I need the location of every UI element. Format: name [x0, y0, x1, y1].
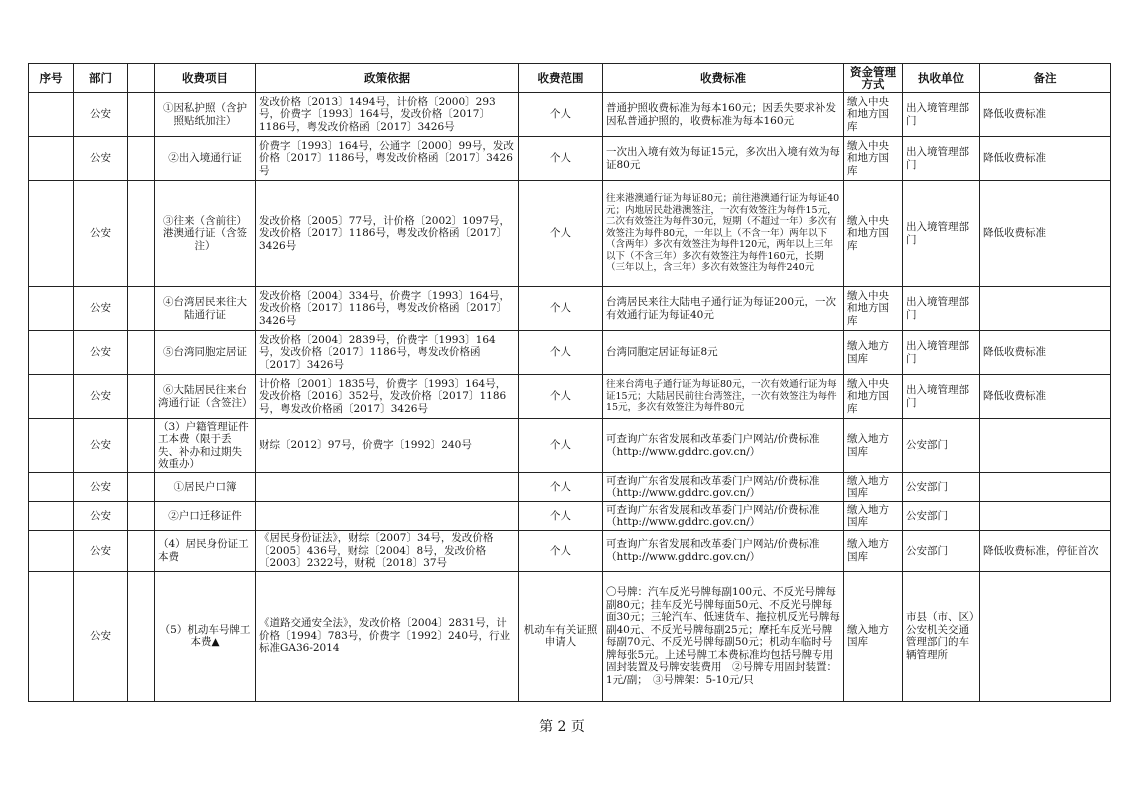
cell-scope: 个人 — [519, 181, 603, 287]
cell-policy: 《居民身份证法》，财综〔2007〕34号，发改价格〔2005〕436号，财综〔2004〕8号，发改价格〔2003〕2322号，财税〔2018〕37号 — [256, 531, 519, 572]
header-row — [29, 64, 1111, 93]
cell-seq — [29, 331, 74, 375]
cell-item: ①因私护照（含护照贴纸加注） — [155, 93, 256, 137]
table-row — [29, 181, 1111, 287]
table-row — [29, 502, 1111, 531]
cell-item: ②户口迁移证件 — [155, 502, 256, 531]
cell-unit: 出入境管理部门 — [903, 93, 980, 137]
cell-seq — [29, 93, 74, 137]
table-row — [29, 287, 1111, 331]
cell-note — [980, 502, 1111, 531]
table-row — [29, 571, 1111, 701]
cell-fund: 缴入地方国库 — [844, 502, 903, 531]
cell-blank — [128, 502, 155, 531]
cell-fund: 缴入地方国库 — [844, 419, 903, 473]
cell-dept: 公安 — [74, 93, 128, 137]
cell-note — [980, 287, 1111, 331]
header-blank — [128, 64, 155, 93]
cell-unit: 公安部门 — [903, 473, 980, 502]
cell-scope: 个人 — [519, 331, 603, 375]
cell-item: ⑥大陆居民往来台湾通行证（含签注） — [155, 375, 256, 419]
cell-seq — [29, 375, 74, 419]
header-note: 备注 — [980, 64, 1111, 93]
cell-seq — [29, 287, 74, 331]
table-row — [29, 531, 1111, 572]
cell-dept: 公安 — [74, 287, 128, 331]
cell-standard: 往来台湾电子通行证为每证80元，一次有效通行证为每证15元；大陆居民前往台湾签注，一次有效签注为每件15元，多次有效签注为每件80元 — [603, 375, 844, 419]
cell-fund: 缴入中央和地方国库 — [844, 181, 903, 287]
table-row — [29, 331, 1111, 375]
cell-blank — [128, 181, 155, 287]
cell-unit: 出入境管理部门 — [903, 287, 980, 331]
cell-scope: 个人 — [519, 419, 603, 473]
cell-item: ④台湾居民来往大陆通行证 — [155, 287, 256, 331]
cell-item: ②出入境通行证 — [155, 137, 256, 181]
cell-policy: 《道路交通安全法》，发改价格〔2004〕2831号，计价格〔1994〕783号，价费字〔1992〕240号，行业标准GA36-2014 — [256, 571, 519, 701]
cell-dept: 公安 — [74, 137, 128, 181]
cell-policy: 计价格〔2001〕1835号，价费字〔1993〕164号，发改价格〔2016〕352号，发改价格〔2017〕1186号，粤发改价格函〔2017〕3426号 — [256, 375, 519, 419]
header-unit: 执收单位 — [903, 64, 980, 93]
cell-item: （3）户籍管理证件工本费（限于丢失、补办和过期失效重办） — [155, 419, 256, 473]
cell-fund: 缴入中央和地方国库 — [844, 287, 903, 331]
cell-seq — [29, 137, 74, 181]
cell-standard: 普通护照收费标准为每本160元；因丢失要求补发因私普通护照的，收费标准为每本160元 — [603, 93, 844, 137]
cell-item: ③往来（含前往）港澳通行证（含签注） — [155, 181, 256, 287]
cell-dept: 公安 — [74, 531, 128, 572]
header-dept: 部门 — [74, 64, 128, 93]
cell-fund: 缴入地方国库 — [844, 571, 903, 701]
header-item: 收费项目 — [155, 64, 256, 93]
header-seq: 序号 — [29, 64, 74, 93]
cell-unit: 出入境管理部门 — [903, 375, 980, 419]
cell-scope: 个人 — [519, 473, 603, 502]
cell-fund: 缴入地方国库 — [844, 531, 903, 572]
cell-policy: 财综〔2012〕97号，价费字〔1992〕240号 — [256, 419, 519, 473]
cell-fund: 缴入地方国库 — [844, 331, 903, 375]
cell-dept: 公安 — [74, 473, 128, 502]
cell-unit: 出入境管理部门 — [903, 181, 980, 287]
cell-unit: 公安部门 — [903, 531, 980, 572]
cell-blank — [128, 375, 155, 419]
cell-blank — [128, 93, 155, 137]
cell-standard: 往来港澳通行证为每证80元；前往港澳通行证为每证40元；内地居民赴港澳签注，一次有效签注为每件15元，二次有效签注为每件30元，短期（不超过一年）多次有效签注为每件80元，一年以上（不含一年）两年以下（含两年）多次有效签注为每件120元，两年以上三年以下（不含三年）多次有效签注为每件160元，长期（三年以上，含三年）多次有效签注为每件240元 — [603, 181, 844, 287]
cell-seq — [29, 531, 74, 572]
cell-policy: 价费字〔1993〕164号，公通字〔2000〕99号，发改价格〔2017〕1186号，粤发改价格函〔2017〕3426号 — [256, 137, 519, 181]
cell-blank — [128, 287, 155, 331]
cell-dept: 公安 — [74, 375, 128, 419]
cell-item: ①居民户口簿 — [155, 473, 256, 502]
header-policy: 政策依据 — [256, 64, 519, 93]
cell-seq — [29, 473, 74, 502]
cell-item: （5）机动车号牌工本费▲ — [155, 571, 256, 701]
cell-note — [980, 571, 1111, 701]
table-row — [29, 419, 1111, 473]
cell-scope: 个人 — [519, 137, 603, 181]
header-standard: 收费标准 — [603, 64, 844, 93]
cell-scope: 机动车有关证照申请人 — [519, 571, 603, 701]
cell-fund: 缴入中央和地方国库 — [844, 137, 903, 181]
cell-dept: 公安 — [74, 419, 128, 473]
cell-blank — [128, 531, 155, 572]
cell-standard: 一次出入境有效为每证15元，多次出入境有效为每证80元 — [603, 137, 844, 181]
cell-unit: 公安部门 — [903, 419, 980, 473]
cell-note: 降低收费标准 — [980, 181, 1111, 287]
cell-scope: 个人 — [519, 502, 603, 531]
cell-fund: 缴入中央和地方国库 — [844, 375, 903, 419]
cell-standard: 可查询广东省发展和改革委门户网站/价费标准（http://www.gddrc.gov.cn/） — [603, 419, 844, 473]
cell-unit: 市县（市、区）公安机关交通管理部门的车辆管理所 — [903, 571, 980, 701]
cell-item: （4）居民身份证工本费 — [155, 531, 256, 572]
cell-scope: 个人 — [519, 93, 603, 137]
cell-seq — [29, 502, 74, 531]
table-row — [29, 473, 1111, 502]
cell-policy: 发改价格〔2004〕2839号，价费字〔1993〕164号，发改价格〔2017〕1186号，粤发改价格函〔2017〕3426号 — [256, 331, 519, 375]
cell-scope: 个人 — [519, 531, 603, 572]
cell-standard: 可查询广东省发展和改革委门户网站/价费标准（http://www.gddrc.gov.cn/） — [603, 502, 844, 531]
cell-fund: 缴入中央和地方国库 — [844, 93, 903, 137]
cell-standard: 可查询广东省发展和改革委门户网站/价费标准（http://www.gddrc.gov.cn/） — [603, 473, 844, 502]
cell-blank — [128, 331, 155, 375]
cell-dept: 公安 — [74, 502, 128, 531]
cell-unit: 出入境管理部门 — [903, 331, 980, 375]
cell-note: 降低收费标准 — [980, 137, 1111, 181]
header-scope: 收费范围 — [519, 64, 603, 93]
cell-scope: 个人 — [519, 375, 603, 419]
table-row — [29, 375, 1111, 419]
cell-policy: 发改价格〔2005〕77号，计价格〔2002〕1097号，发改价格〔2017〕1186号，粤发改价格函〔2017〕3426号 — [256, 181, 519, 287]
cell-seq — [29, 419, 74, 473]
cell-note: 降低收费标准，停征首次 — [980, 531, 1111, 572]
cell-policy — [256, 473, 519, 502]
cell-dept: 公安 — [74, 181, 128, 287]
cell-unit: 出入境管理部门 — [903, 137, 980, 181]
cell-blank — [128, 571, 155, 701]
cell-standard: 台湾同胞定居证每证8元 — [603, 331, 844, 375]
cell-dept: 公安 — [74, 331, 128, 375]
cell-standard: 〇号牌：汽车反光号牌每副100元、不反光号牌每副80元；挂车反光号牌每面50元、不反光号牌每面30元；三轮汽车、低速货车、拖拉机反光号牌每副40元、不反光号牌每副25元；摩托车反光号牌每副70元、不反光号牌每副50元；机动车临时号牌每张5元。上述号牌工本费标准均包括号牌专用固封装置及号牌安装费用 ②号牌专用固封装置：1元/副； ③号牌架：5-10元/只 — [603, 571, 844, 701]
cell-blank — [128, 419, 155, 473]
cell-unit: 公安部门 — [903, 502, 980, 531]
cell-seq — [29, 571, 74, 701]
table-row — [29, 137, 1111, 181]
cell-note: 降低收费标准 — [980, 93, 1111, 137]
header-fund: 资金管理方式 — [844, 64, 903, 93]
page-number: 第 2 页 — [539, 719, 585, 735]
cell-note: 降低收费标准 — [980, 375, 1111, 419]
cell-fund: 缴入地方国库 — [844, 473, 903, 502]
table-row — [29, 93, 1111, 137]
cell-blank — [128, 137, 155, 181]
cell-blank — [128, 473, 155, 502]
fee-table — [28, 63, 1111, 702]
cell-standard: 台湾居民来往大陆电子通行证为每证200元，一次有效通行证为每证40元 — [603, 287, 844, 331]
cell-policy — [256, 502, 519, 531]
cell-note: 降低收费标准 — [980, 331, 1111, 375]
cell-seq — [29, 181, 74, 287]
cell-note — [980, 419, 1111, 473]
cell-note — [980, 473, 1111, 502]
cell-scope: 个人 — [519, 287, 603, 331]
cell-policy: 发改价格〔2013〕1494号，计价格〔2000〕293号，价费字〔1993〕164号，发改价格〔2017〕1186号，粤发改价格函〔2017〕3426号 — [256, 93, 519, 137]
cell-standard: 可查询广东省发展和改革委门户网站/价费标准（http://www.gddrc.gov.cn/） — [603, 531, 844, 572]
cell-policy: 发改价格〔2004〕334号，价费字〔1993〕164号，发改价格〔2017〕1186号，粤发改价格函〔2017〕3426号 — [256, 287, 519, 331]
cell-dept: 公安 — [74, 571, 128, 701]
cell-item: ⑤台湾同胞定居证 — [155, 331, 256, 375]
